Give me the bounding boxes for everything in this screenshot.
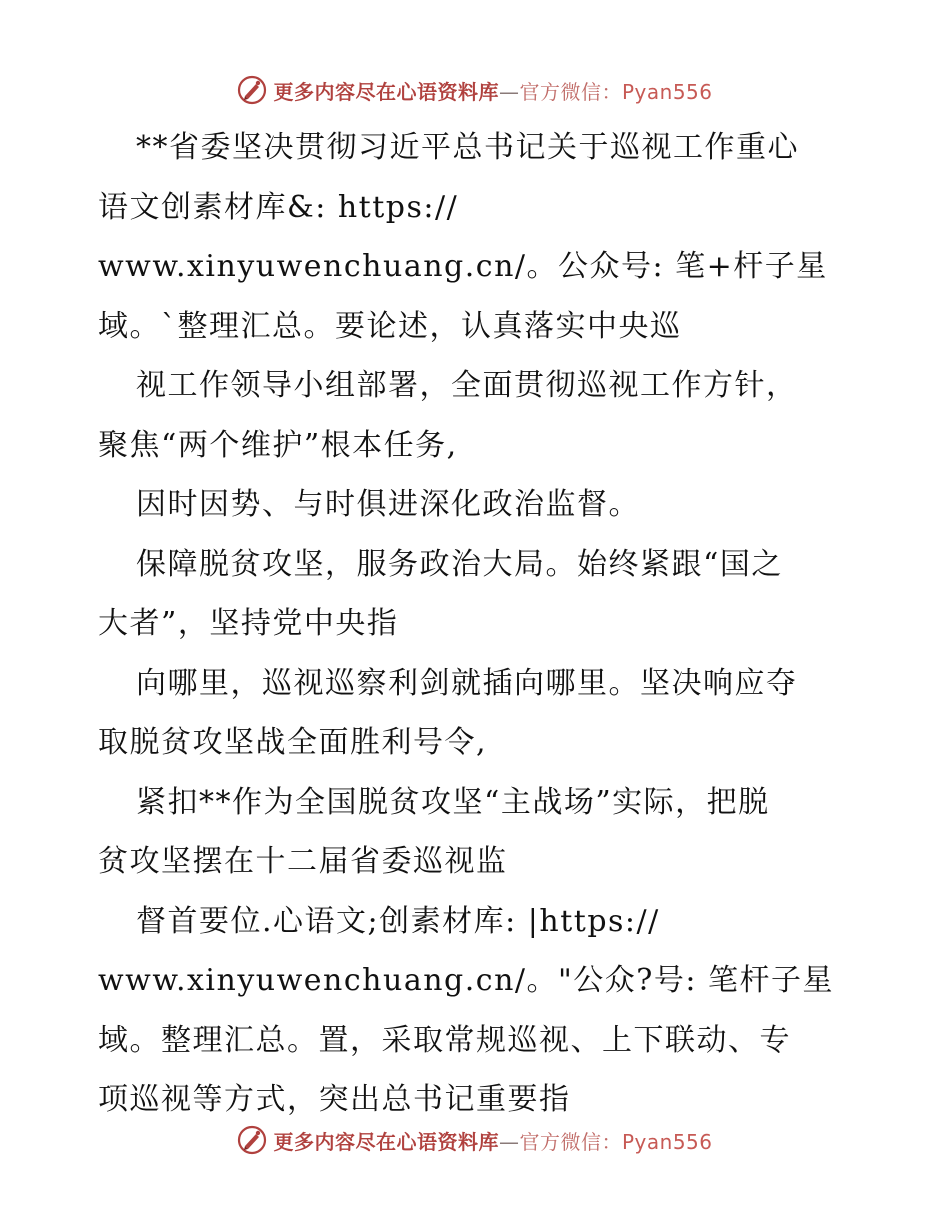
- body-line: 督首要位.心语文;创素材库: |https://: [136, 903, 660, 939]
- body-line: 项巡视等方式，突出总书记重要指: [98, 1082, 571, 1117]
- body-line: 域。`整理汇总。要论述，认真落实中央巡: [98, 308, 682, 344]
- banner-contact-id: Pyan556: [621, 1129, 713, 1154]
- body-line: www.xinyuwenchuang.cn/。公众号: 笔+杆子星: [98, 249, 828, 284]
- body-line: 保障脱贫攻坚，服务政治大局。始终紧跟“国之: [136, 546, 783, 582]
- banner-separator: —: [498, 79, 520, 104]
- banner-separator: —: [498, 1129, 520, 1154]
- banner-contact-label: 官方微信：: [519, 79, 622, 104]
- document-body: [98, 118, 868, 1130]
- pen-logo-icon: [237, 75, 267, 105]
- body-line: **省委坚决贯彻习近平总书记关于巡视工作重心: [136, 130, 799, 165]
- body-line: 视工作领导小组部署，全面贯彻巡视工作方针，: [136, 368, 798, 403]
- body-line: 因时因势、与时俱进深化政治监督。: [136, 487, 640, 522]
- header-banner: [0, 70, 950, 110]
- body-line: 取脱贫攻坚战全面胜利号令,: [98, 725, 488, 760]
- footer-banner: [0, 1120, 950, 1160]
- body-line: 域。整理汇总。置，采取常规巡视、上下联动、专: [98, 1022, 791, 1058]
- body-line: 向哪里，巡视巡察利剑就插向哪里。坚决响应夺: [136, 665, 798, 701]
- body-line: 大者”，坚持党中央指: [98, 606, 399, 641]
- body-line: www.xinyuwenchuang.cn/。"公众?号: 笔杆子星: [98, 963, 835, 998]
- pen-logo-icon: [237, 1125, 267, 1155]
- footer-banner-text: [273, 1126, 712, 1155]
- banner-main-text: 更多内容尽在心语资料库: [273, 1129, 499, 1154]
- banner-contact-label: 官方微信：: [519, 1129, 622, 1154]
- banner-main-text: 更多内容尽在心语资料库: [273, 79, 499, 104]
- header-banner-text: [273, 76, 712, 105]
- body-line: 紧扣**作为全国脱贫攻坚“主战场”实际，把脱: [136, 784, 770, 820]
- body-line: 聚焦“两个维护”根本任务,: [98, 427, 458, 463]
- banner-contact-id: Pyan556: [621, 79, 713, 104]
- body-line: 贫攻坚摆在十二届省委巡视监: [98, 844, 508, 879]
- body-line: 语文创素材库&: https://: [98, 189, 459, 225]
